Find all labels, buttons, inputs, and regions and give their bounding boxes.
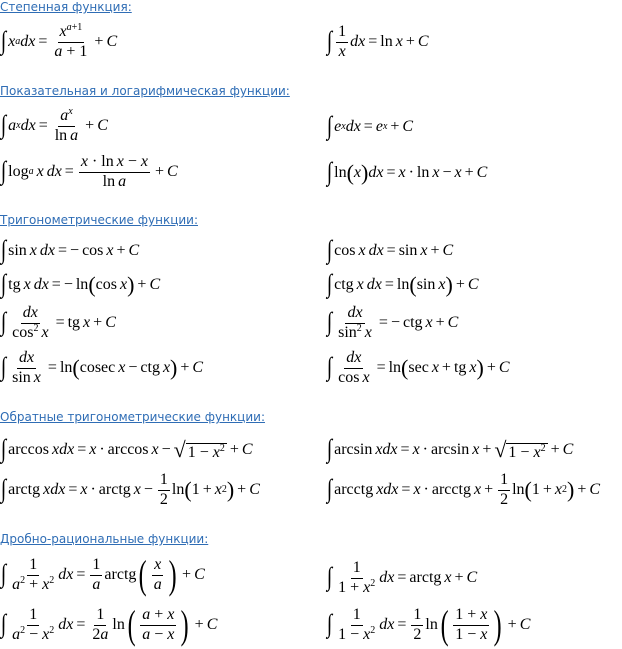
formula-arctg: ∫ arctg xdx = x · arctg x − $\frac{1}{2}$ ln ( 1 + x 2 ) + C <box>0 471 260 508</box>
formula-dx-cos2: ∫ $\frac{dx}{\cos^2 x}$ = tg x + C <box>0 304 116 341</box>
formula-arcsin: ∫ arcsin xdx = x · arcsin x + √ $1 - x^2$ + C <box>326 434 574 463</box>
formula-cos: ∫ cos x dx = sin x + C <box>326 235 454 264</box>
formula-power: ∫ x a dx = $\frac{x^{a+1}}{a + 1}$ + C <box>0 22 118 60</box>
formula-exp-e: ∫ e x dx = e x + C <box>326 111 414 140</box>
formula-ln: ∫ ln ( x ) dx = x · ln x − x + C <box>326 157 488 186</box>
formula-dx-sin: ∫ $\frac{dx}{\text{sin x}}$ = ln ( cosec x − ctg x ) + C <box>0 349 204 386</box>
formula-arccos: ∫ arccos xdx = x · arccos x − √ $1 - x^2$ + C <box>0 434 253 463</box>
formula-log-a: ∫ log a x dx = $\frac{\text{x · ln x − x}}{\text{ln a}}$ + C <box>0 153 178 190</box>
formula-arcctg: ∫ arcctg xdx = x · arcctg x + $\frac{1}{2}$ ln ( 1 + x 2 ) + C <box>326 471 601 508</box>
formula-sin: ∫ sin x dx = − cos x + C <box>0 235 140 264</box>
heading-exp-log-functions[interactable]: Показательная и логарифмическая функции: <box>0 84 290 98</box>
formula-rational-ln-1: ∫ $\frac{1}{1 - x^2}$ dx = $\frac{1}{2}$ ln ( $\frac{1 + x}{1 - x}$ ) + C <box>326 602 531 647</box>
heading-rational-functions[interactable]: Дробно-рациональные функции: <box>0 532 209 546</box>
formula-tg: ∫ tg x dx = − ln ( cos x ) + C <box>0 269 161 298</box>
heading-trig-functions[interactable]: Тригонометрические функции: <box>0 213 198 227</box>
formula-rational-arctg-a: ∫ $\frac{1}{a^2 + x^2}$ dx = $\frac{1}{a}$ arctg ( $\frac{x}{a}$ ) + C <box>0 552 205 597</box>
formula-dx-sin2: ∫ $\frac{dx}{\sin^2 x}$ = − ctg x + C <box>326 304 459 341</box>
formula-reciprocal: ∫ $\frac{1}{x}$ dx = ln x + C <box>326 23 429 60</box>
heading-inverse-trig-functions[interactable]: Обратные тригонометрические функции: <box>0 410 265 424</box>
heading-power-function[interactable]: Степенная функция: <box>0 0 132 14</box>
formula-rational-arctg-1: ∫ $\frac{1}{1 + x^2}$ dx = arctg x + C <box>326 559 478 596</box>
formula-ctg: ∫ ctg x dx = ln ( sin x ) + C <box>326 269 479 298</box>
formula-dx-cos: ∫ $\frac{dx}{\text{cos x}}$ = ln ( sec x + tg x ) + C <box>326 349 510 386</box>
formula-rational-ln-a: ∫ $\frac{1}{a^2 - x^2}$ dx = $\frac{1}{2a}$ ln ( $\frac{a + x}{a - x}$ ) + C <box>0 602 218 647</box>
formula-exp-a: ∫ a x dx = $\frac{a^x}{\text{ln a}}$ + C <box>0 106 108 144</box>
